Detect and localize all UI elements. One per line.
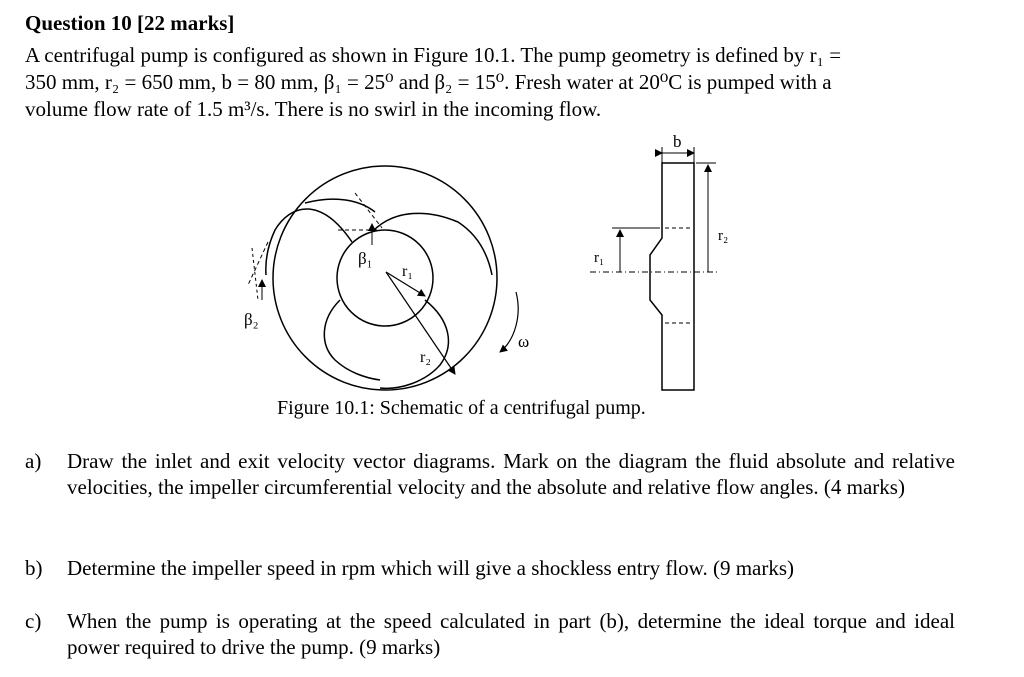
question-title: Question 10 [22 marks] <box>25 11 235 35</box>
b-label: b <box>673 132 682 151</box>
figure-caption: Figure 10.1: Schematic of a centrifugal pump. <box>277 397 646 419</box>
side-r1-label: r₁ <box>594 250 605 266</box>
part-c-label: c) <box>25 609 42 633</box>
side-r2-label: r₂ <box>718 228 729 244</box>
beta1-label: β₁ <box>358 249 373 268</box>
question-part-a <box>25 448 955 500</box>
intro-line-3: volume flow rate of 1.5 m³/s. There is no swirl in the incoming flow. <box>25 97 602 121</box>
intro-line-2: 350 mm, r₂ = 650 mm, b = 80 mm, β₁ = 25⁰ and β₂ = 15⁰. Fresh water at 20⁰C is pumped with a <box>25 70 832 94</box>
impeller-side-view <box>650 163 694 390</box>
side-view-outline <box>650 163 694 390</box>
question-part-b <box>25 555 955 581</box>
intro-line-1: A centrifugal pump is configured as shown in Figure 10.1. The pump geometry is defined by r₁ = <box>25 43 842 67</box>
question-part-c <box>25 608 955 660</box>
beta2-blade-tangent <box>248 242 268 285</box>
part-a-label: a) <box>25 449 42 473</box>
impeller-outer-circle <box>273 166 497 390</box>
rotation-arrow <box>500 292 518 352</box>
impeller-front-view <box>266 166 497 390</box>
beta1-blade-tangent <box>355 193 382 228</box>
r1-label: r₁ <box>402 263 413 280</box>
part-c-text: When the pump is operating at the speed calculated in part (b), determine the ideal torque and ideal power required to drive the pump. (9 marks) <box>67 609 955 659</box>
part-b-label: b) <box>25 556 43 580</box>
beta2-label: β₂ <box>244 310 259 329</box>
r2-label: r₂ <box>420 349 431 366</box>
part-b-text: Determine the impeller speed in rpm which will give a shockless entry flow. (9 marks) <box>67 556 795 580</box>
omega-label: ω <box>518 332 530 351</box>
impeller-inner-circle <box>337 230 433 326</box>
part-a-text: Draw the inlet and exit velocity vector diagrams. Mark on the diagram the fluid absolute and relative velocities, the impeller circumferential velocity and the absolute and relative flow angles. (4 marks) <box>67 449 955 499</box>
